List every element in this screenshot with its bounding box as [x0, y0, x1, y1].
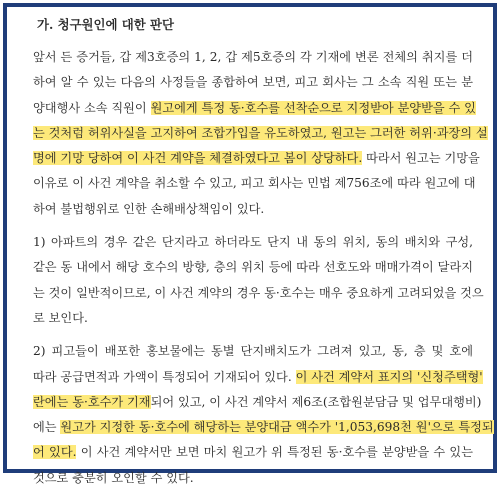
- text-segment: 하여 불법행위로 인한 손해배상책임이 있다.: [33, 201, 265, 216]
- text-segment: 이 사건 계약서만 보면 마치 원고가 위 특정된 동·호수를 분양받을 수 있는: [76, 445, 473, 460]
- text-line: [33, 197, 473, 222]
- highlighted-text: 는 것처럼 허위사실을 고지하여 조합가입을 유도하였고, 원고는 그러한 허위·과장의 설: [33, 125, 488, 140]
- text-line: [33, 365, 483, 390]
- text-segment: 따라서 원고는 기망을: [362, 151, 480, 166]
- text-line: [33, 415, 494, 440]
- text-segment: 이유로 이 사건 계약을 취소할 수 있고, 피고 회사는 민법 제756조에 따라 원고에 대: [33, 176, 476, 191]
- highlighted-text: 원고에게 특정 동·호수를 선착순으로 지정받아 분양받을 수 있: [150, 100, 476, 115]
- text-line: [33, 466, 473, 491]
- text-line: [33, 121, 488, 146]
- text-segment: 것으로 충분히 오인할 수 있다.: [33, 470, 194, 485]
- text-line: [33, 45, 473, 70]
- text-line: [33, 255, 473, 280]
- text-line: [33, 339, 473, 364]
- text-line: [33, 440, 473, 465]
- text-segment: 하여 알 수 있는 다음의 사정들을 종합하여 보면, 피고 회사는 그 소속 직원 또는 분: [33, 75, 473, 90]
- highlighted-text: 란에는 동·호수가 기재: [33, 394, 151, 409]
- document-body: [33, 11, 494, 491]
- text-line: [33, 146, 480, 171]
- text-segment: 앞서 든 증거들, 갑 제3호증의 1, 2, 갑 제5호증의 각 기재에 변론 전체의 취지를 더: [33, 50, 473, 64]
- text-segment: 로 보인다.: [33, 310, 88, 325]
- paragraph-main: [33, 45, 488, 222]
- text-line: [33, 281, 484, 306]
- highlighted-text: 명에 기망 당하여 이 사건 계약을 체결하였다고 봄이 상당하다.: [33, 151, 363, 166]
- text-segment: 양대행사 소속 직원이: [33, 100, 151, 115]
- text-segment: 2) 피고들이 배포한 홍보물에는 동별 단지배치도가 그려져 있고, 동, 층 및 호에: [33, 344, 473, 359]
- text-line: [33, 306, 473, 331]
- document-frame: [3, 3, 497, 485]
- text-segment: 1) 아파트의 경우 같은 단지라고 하더라도 단지 내 동의 위치, 동의 배치와 구성,: [33, 235, 473, 250]
- highlighted-text: 이 사건 계약서 표지의 '신청주택형': [295, 369, 483, 384]
- text-line: [33, 171, 476, 196]
- text-segment: 는 것이 일반적이므로, 이 사건 계약의 경우 동·호수는 매우 중요하게 고려되었을 것으: [33, 285, 484, 300]
- text-segment: 같은 동 내에서 해당 호수의 방향, 층의 위치 등에 따라 선호도와 매매가격이 달라지: [33, 260, 473, 275]
- text-line: [33, 96, 476, 121]
- highlighted-text: 어 있다.: [33, 445, 77, 460]
- text-segment: 따라 공급면적과 가액이 특정되어 기재되어 있다.: [33, 369, 296, 384]
- text-segment: 되어 있고, 이 사건 계약서 제6조(조합원분담금 및 업무대행비): [150, 394, 482, 409]
- text-line: [33, 230, 473, 255]
- text-segment: 에는: [33, 420, 61, 435]
- paragraph-point-2: [33, 339, 494, 491]
- highlighted-text: 원고가 지정한 동·호수에 해당하는 분양대금 액수가 '1,053,698천 원'으로 특정되: [60, 420, 494, 435]
- paragraph-point-1: [33, 230, 484, 331]
- text-line: [33, 70, 473, 95]
- text-line: [33, 390, 482, 415]
- section-heading: 가. 청구원인에 대한 판단: [37, 17, 174, 32]
